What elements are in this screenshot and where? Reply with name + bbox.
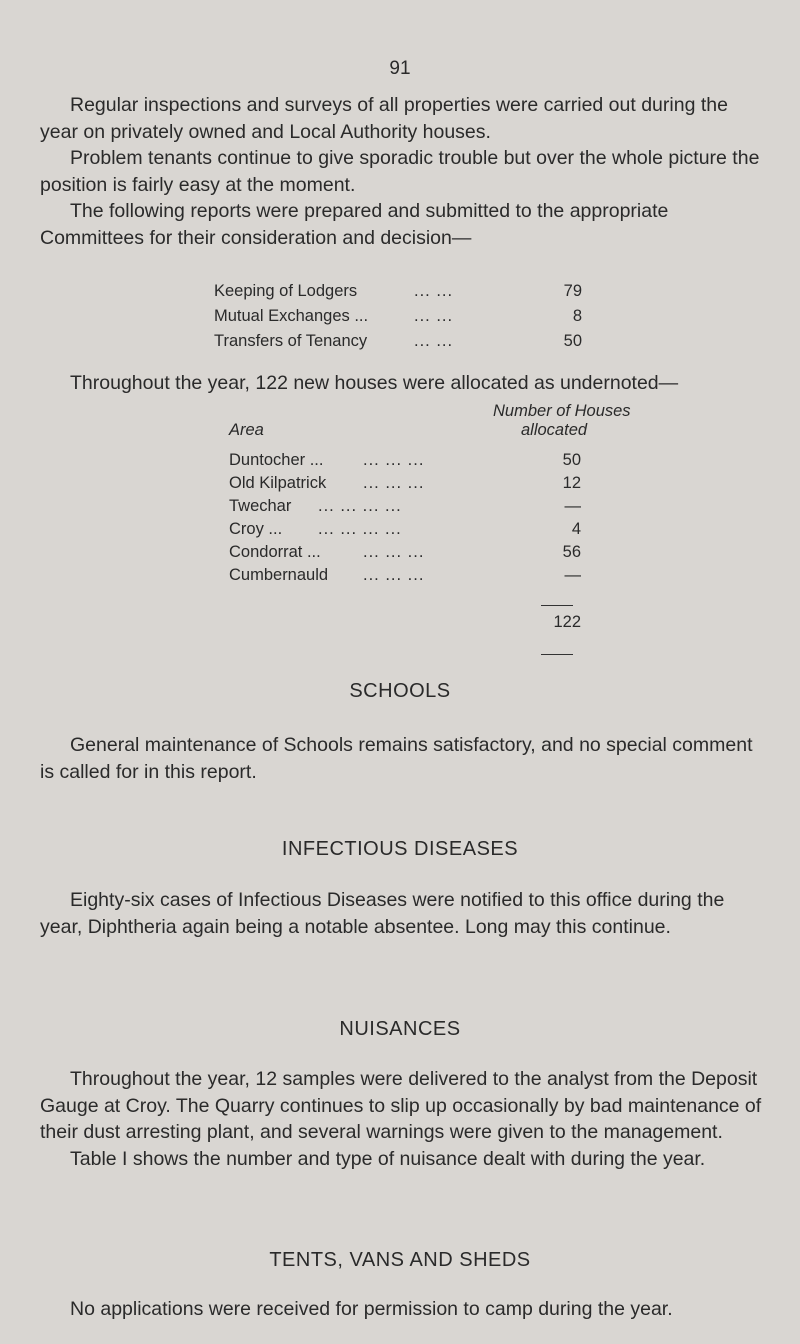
area-name: Condorrat ... — [229, 543, 321, 561]
report-label: Mutual Exchanges ... — [214, 307, 369, 325]
area-name: Old Kilpatrick — [229, 474, 327, 492]
houses-allocated: — — [564, 566, 581, 584]
column-header-area: Area — [229, 421, 264, 439]
leader-dots: ... ... — [414, 282, 454, 300]
intro-paragraph-1: Regular inspections and surveys of all properties were carried out during the year on privately owned and Local Authority houses. — [40, 94, 728, 143]
infectious-paragraph — [40, 887, 762, 940]
section-heading-schools: SCHOOLS — [349, 680, 451, 702]
report-label: Transfers of Tenancy — [214, 332, 368, 350]
total-value: 122 — [553, 613, 581, 631]
tents-text: No applications were received for permission to camp during the year. — [70, 1298, 673, 1320]
table-row — [229, 495, 609, 517]
report-value: 50 — [563, 332, 582, 350]
area-name: Twechar — [229, 497, 292, 515]
area-name: Duntocher ... — [229, 451, 324, 469]
leader-dots: ... ... ... — [363, 566, 425, 584]
table-row — [229, 518, 609, 540]
section-heading-nuisances: NUISANCES — [339, 1018, 461, 1040]
houses-allocated: — — [564, 497, 581, 515]
page-number: 91 — [389, 58, 411, 79]
houses-allocated: 56 — [562, 543, 581, 561]
section-heading-tents-vans-sheds: TENTS, VANS AND SHEDS — [269, 1249, 531, 1271]
table-row — [229, 541, 609, 563]
column-header-allocated: allocated — [521, 421, 588, 439]
houses-allocated: 50 — [562, 451, 581, 469]
leader-dots: ... ... ... ... — [318, 520, 402, 538]
houses-allocated: 4 — [571, 520, 581, 538]
nuisances-paragraph-2: Table I shows the number and type of nuisance dealt with during the year. — [70, 1147, 706, 1170]
table-row — [229, 564, 609, 586]
total-row — [229, 611, 609, 633]
area-name: Cumbernauld — [229, 566, 329, 584]
table-row — [229, 449, 609, 471]
houses-allocated: 12 — [562, 474, 581, 492]
allocation-intro-text: Throughout the year, 122 new houses were allocated as undernoted— — [70, 372, 679, 394]
intro-paragraph-3: The following reports were prepared and submitted to the appropriate Committees for their consideration and decision— — [40, 200, 669, 249]
leader-dots: ... ... ... — [363, 474, 425, 492]
leader-dots: ... ... ... ... — [318, 497, 402, 515]
section-heading-infectious-diseases: INFECTIOUS DISEASES — [281, 838, 519, 860]
area-name: Croy ... — [229, 520, 283, 538]
report-row — [214, 330, 594, 352]
total-rule-bottom — [541, 654, 573, 655]
nuisances-paragraph-1: Throughout the year, 12 samples were delivered to the analyst from the Deposit Gauge at Croy. The Quarry continues to slip up occasionally by bad maintenance of their dust arresting plant, and several warnings were given to the management. — [40, 1068, 762, 1143]
leader-dots: ... ... — [414, 332, 454, 350]
tents-paragraph — [40, 1296, 762, 1323]
report-value: 8 — [572, 307, 582, 325]
report-row — [214, 280, 594, 302]
table-row — [229, 472, 609, 494]
report-label: Keeping of Lodgers — [214, 282, 358, 300]
intro-paragraph-2: Problem tenants continue to give sporadic trouble but over the whole picture the position is fairly easy at the moment. — [40, 147, 760, 196]
report-value: 79 — [563, 282, 582, 300]
nuisances-paragraphs — [40, 1066, 762, 1172]
allocation-intro — [40, 370, 762, 397]
report-row — [214, 305, 594, 327]
schools-paragraph — [40, 732, 762, 785]
leader-dots: ... ... — [414, 307, 454, 325]
infectious-text: Eighty-six cases of Infectious Diseases were notified to this office during the year, Diphtheria again being a notable absentee. Long may this continue. — [40, 889, 725, 938]
total-rule-top — [541, 605, 573, 606]
column-header-number: Number of Houses — [493, 402, 631, 420]
leader-dots: ... ... ... — [363, 451, 425, 469]
schools-text: General maintenance of Schools remains satisfactory, and no special comment is called for in this report. — [40, 734, 753, 783]
leader-dots: ... ... ... — [363, 543, 425, 561]
intro-paragraphs — [40, 92, 762, 251]
